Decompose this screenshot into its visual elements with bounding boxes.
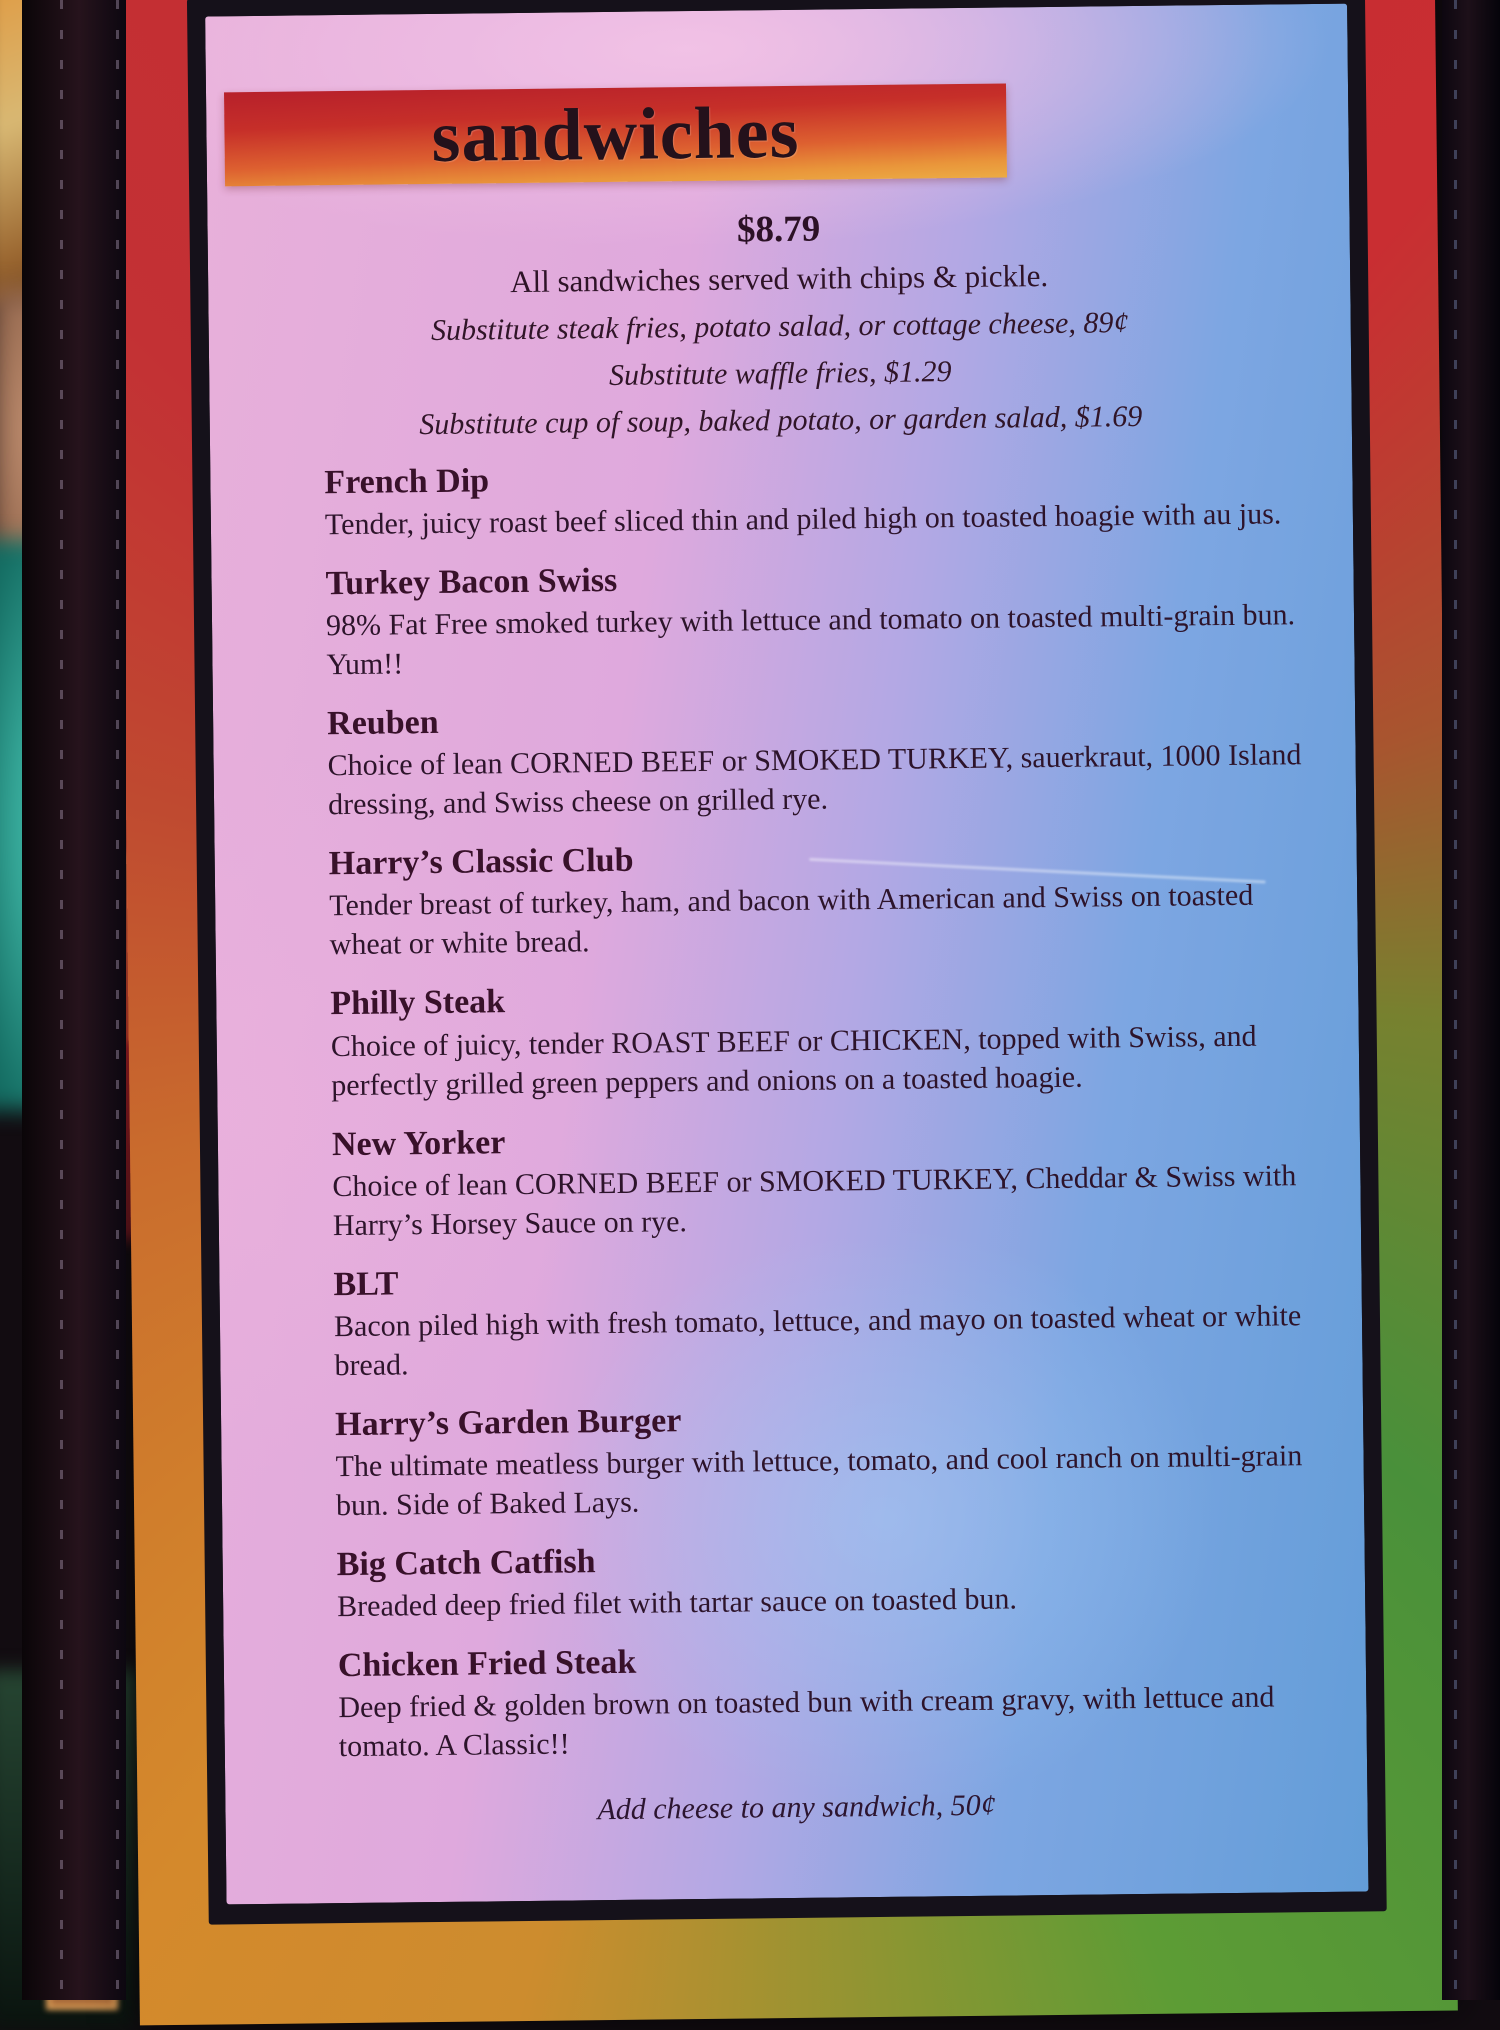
menu-binder-left-edge (22, 0, 126, 2000)
item-name: French Dip (324, 462, 490, 502)
add-cheese-note: Add cheese to any sandwich, 50¢ (597, 1788, 996, 1827)
menu-item (332, 1113, 1333, 1244)
binder-stitching (60, 0, 63, 2000)
item-name: Harry’s Garden Burger (334, 1401, 682, 1443)
item-name: Reuben (326, 704, 439, 743)
menu-item (338, 1635, 1339, 1766)
item-description: Choice of lean CORNED BEEF or SMOKED TURKEY, Cheddar & Swiss with Harry’s Horsey Sauce on rye. (332, 1158, 1297, 1242)
item-name: Big Catch Catfish (336, 1543, 596, 1584)
page-title: sandwiches (431, 91, 800, 178)
menu-item (333, 1253, 1334, 1384)
item-name: Turkey Bacon Swiss (325, 562, 618, 603)
menu-item (329, 833, 1330, 964)
item-description: 98% Fat Free smoked turkey with lettuce and tomato on toasted multi-grain bun. Yum!! (325, 598, 1296, 682)
menu-items-list (324, 452, 1339, 1766)
substitution-note: Substitute waffle fries, $1.29 (608, 355, 952, 392)
item-description: Breaded deep fried filet with tartar sauce on toasted bun. (337, 1582, 1018, 1624)
substitution-note: Substitute steak fries, potato salad, or cottage cheese, 89¢ (430, 306, 1129, 347)
menu-item (330, 973, 1331, 1104)
menu-item (324, 452, 1325, 544)
binder-stitching (116, 0, 119, 2000)
item-description: Choice of lean CORNED BEEF or SMOKED TURKEY, sauerkraut, 1000 Island dressing, and Swiss cheese on grilled rye. (327, 738, 1302, 822)
item-description: Deep fried & golden brown on toasted bun with cream gravy, with lettuce and tomato. A Classic!! (338, 1680, 1275, 1764)
menu-item (325, 553, 1326, 684)
item-description: Choice of juicy, tender ROAST BEEF or CHICKEN, topped with Swiss, and perfectly grilled green peppers and onions on a toasted hoagie. (330, 1019, 1257, 1102)
item-description: Bacon piled high with fresh tomato, lettuce, and mayo on toasted wheat or white bread. (333, 1298, 1302, 1382)
substitution-notes (209, 304, 1352, 445)
menu-item (327, 693, 1328, 824)
menu-banner (224, 83, 1007, 186)
menu-price: $8.79 (736, 208, 821, 251)
item-name: BLT (333, 1265, 399, 1303)
item-name: New Yorker (331, 1123, 506, 1163)
item-name: Harry’s Classic Club (328, 842, 634, 883)
menu-card (116, 0, 1458, 2025)
item-description: Tender, juicy roast beef sliced thin and piled high on toasted hoagie with au jus. (324, 497, 1282, 542)
item-description: Tender breast of turkey, ham, and bacon with American and Swiss on toasted wheat or white bread. (329, 879, 1254, 962)
menu-binder-right-edge (1442, 0, 1500, 2000)
menu-item (335, 1394, 1336, 1525)
menu-item (336, 1534, 1337, 1626)
binder-stitching (1454, 0, 1457, 2000)
menu-served-note: All sandwiches served with chips & pickle. (509, 257, 1049, 300)
menu-page (205, 4, 1368, 1905)
item-description: The ultimate meatless burger with lettuce, tomato, and cool ranch on multi-grain bun. Side of Baked Lays. (335, 1439, 1303, 1523)
substitution-note: Substitute cup of soup, baked potato, or garden salad, $1.69 (419, 399, 1143, 442)
item-name: Philly Steak (330, 983, 506, 1023)
item-name: Chicken Fried Steak (337, 1643, 637, 1685)
